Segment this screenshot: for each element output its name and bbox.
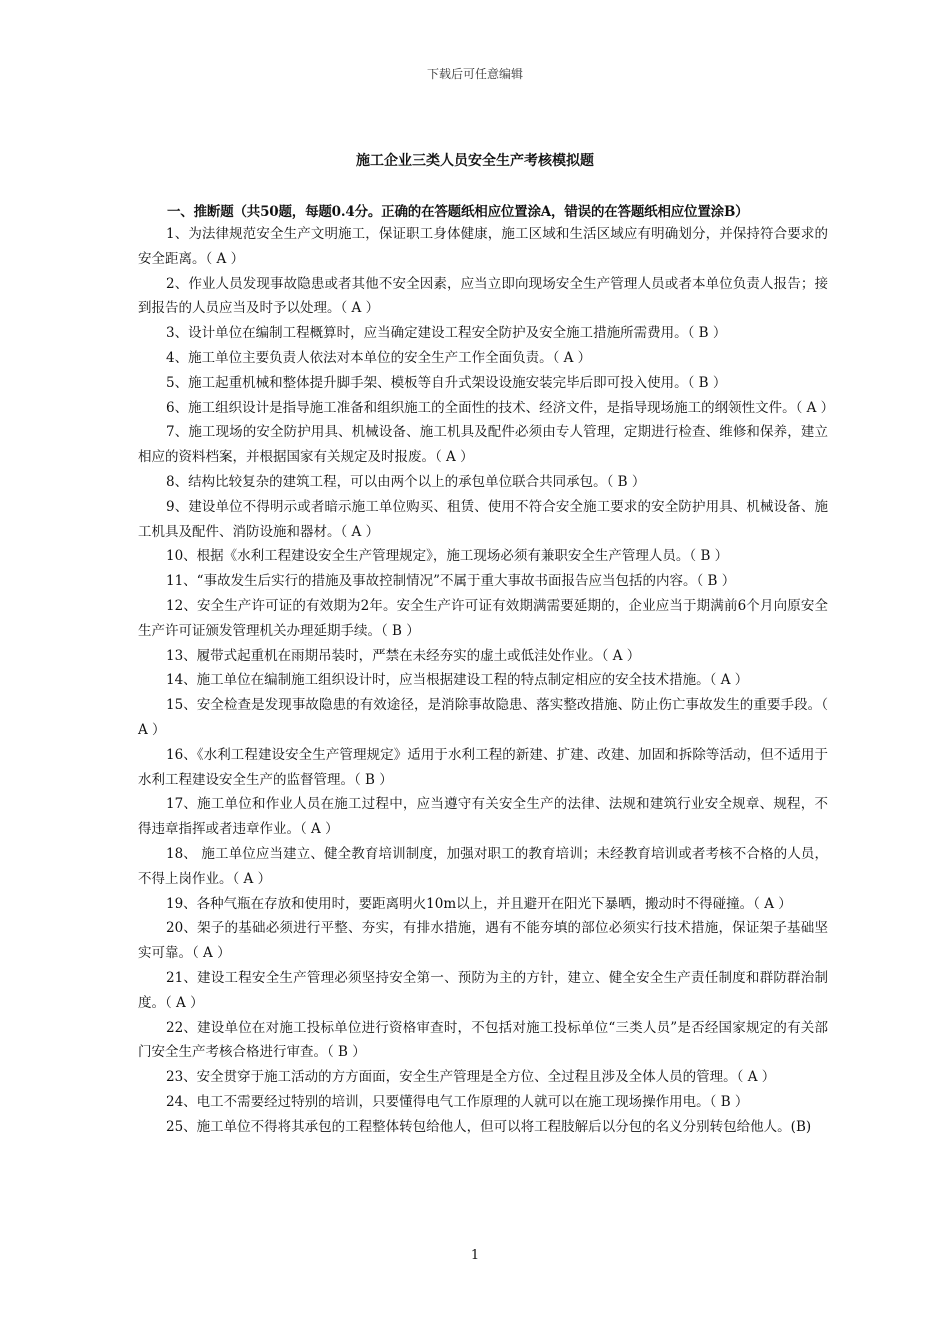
question-item: 6、施工组织设计是指导施工准备和组织施工的全面性的技术、经济文件，是指导现场施工的纲领性文件。（ A ） — [166, 399, 835, 416]
question-item: 17、施工单位和作业人员在施工过程中，应当遵守有关安全生产的法律、法规和建筑行业安全规章、规程，不得违章指挥或者违章作业。（ A ） — [138, 796, 828, 838]
question-item: 18、 施工单位应当建立、健全教育培训制度，加强对职工的教育培训；未经教育培训或者考核不合格的人员，不得上岗作业。（ A ） — [138, 845, 828, 887]
question-item: 9、建设单位不得明示或者暗示施工单位购买、租赁、使用不符合安全施工要求的安全防护用具、机械设备、施工机具及配件、消防设施和器材。（ A ） — [138, 498, 828, 540]
question-item: 3、设计单位在编制工程概算时，应当确定建设工程安全防护及安全施工措施所需费用。（ B ） — [166, 325, 727, 342]
question-item: 2、作业人员发现事故隐患或者其他不安全因素，应当立即向现场安全生产管理人员或者本单位负责人报告；接到报告的人员应当及时予以处理。（ A ） — [138, 275, 828, 317]
question-item: 22、建设单位在对施工投标单位进行资格审查时，不包括对施工投标单位“三类人员”是否经国家规定的有关部门安全生产考核合格进行审查。（ B ） — [138, 1019, 828, 1061]
question-item: 14、施工单位在编制施工组织设计时，应当根据建设工程的特点制定相应的安全技术措施。（ A ） — [166, 672, 749, 689]
question-item: 8、结构比较复杂的建筑工程，可以由两个以上的承包单位联合共同承包。（ B ） — [166, 473, 646, 490]
question-item: 10、根据《水利工程建设安全生产管理规定》，施工现场必须有兼职安全生产管理人员。（ B ） — [166, 548, 729, 565]
question-item: 11、“事故发生后实行的措施及事故控制情况”不属于重大事故书面报告应当包括的内容。（ B ） — [166, 573, 736, 590]
header-note: 下载后可任意编辑 — [426, 67, 523, 81]
question-item: 21、建设工程安全生产管理必须坚持安全第一、预防为主的方针，建立、健全安全生产责任制度和群防群治制度。（ A ） — [138, 969, 828, 1011]
question-item: 25、施工单位不得将其承包的工程整体转包给他人，但可以将工程肢解后以分包的名义分别转包给他人。(B) — [166, 1118, 812, 1135]
question-item: 4、施工单位主要负责人依法对本单位的安全生产工作全面负责。（ A ） — [166, 349, 592, 366]
question-item: 23、安全贯穿于施工活动的方方面面，安全生产管理是全方位、全过程且涉及全体人员的管理。（ A ） — [166, 1069, 776, 1086]
page-number: 1 — [470, 1248, 480, 1263]
section-heading: 一、推断题（共50题，每题0.4分。正确的在答题纸相应位置涂A，错误的在答题纸相应位置涂B） — [167, 204, 749, 220]
question-item: 16、《水利工程建设安全生产管理规定》适用于水利工程的新建、扩建、改建、加固和拆除等活动，但不适用于水利工程建设安全生产的监督管理。（ B ） — [138, 746, 828, 788]
question-item: 7、施工现场的安全防护用具、机械设备、施工机具及配件必须由专人管理，定期进行检查、维修和保养，建立相应的资料档案，并根据国家有关规定及时报废。（ A ） — [138, 424, 828, 466]
question-item: 12、安全生产许可证的有效期为2年。安全生产许可证有效期满需要延期的，企业应当于期满前6个月向原安全生产许可证颁发管理机关办理延期手续。（ B ） — [138, 597, 828, 639]
question-item: 19、各种气瓶在存放和使用时，要距离明火10m以上，并且避开在阳光下暴晒，搬动时不得碰撞。（ A ） — [166, 895, 792, 912]
question-list — [138, 222, 835, 1139]
question-item: 1、为法律规范安全生产文明施工，保证职工身体健康，施工区域和生活区域应有明确划分，并保持符合要求的安全距离。（ A ） — [138, 226, 828, 267]
question-item: 15、安全检查是发现事故隐患的有效途径，是消除事故隐患、落实整改措施、防止伤亡事故发生的重要手段。（ A ） — [138, 697, 828, 738]
question-item: 13、履带式起重机在雨期吊装时，严禁在未经夯实的虚土或低洼处作业。（ A ） — [166, 647, 641, 664]
page-title: 施工企业三类人员安全生产考核模拟题 — [356, 153, 594, 169]
question-item: 20、架子的基础必须进行平整、夯实，有排水措施，遇有不能夯填的部位必须实行技术措施，保证架子基础坚实可靠。（ A ） — [138, 920, 828, 962]
question-item: 24、电工不需要经过特别的培训，只要懂得电气工作原理的人就可以在施工现场操作用电。（ B ） — [166, 1093, 749, 1110]
question-item: 5、施工起重机械和整体提升脚手架、模板等自升式架设设施安装完毕后即可投入使用。（ B ） — [166, 374, 727, 391]
